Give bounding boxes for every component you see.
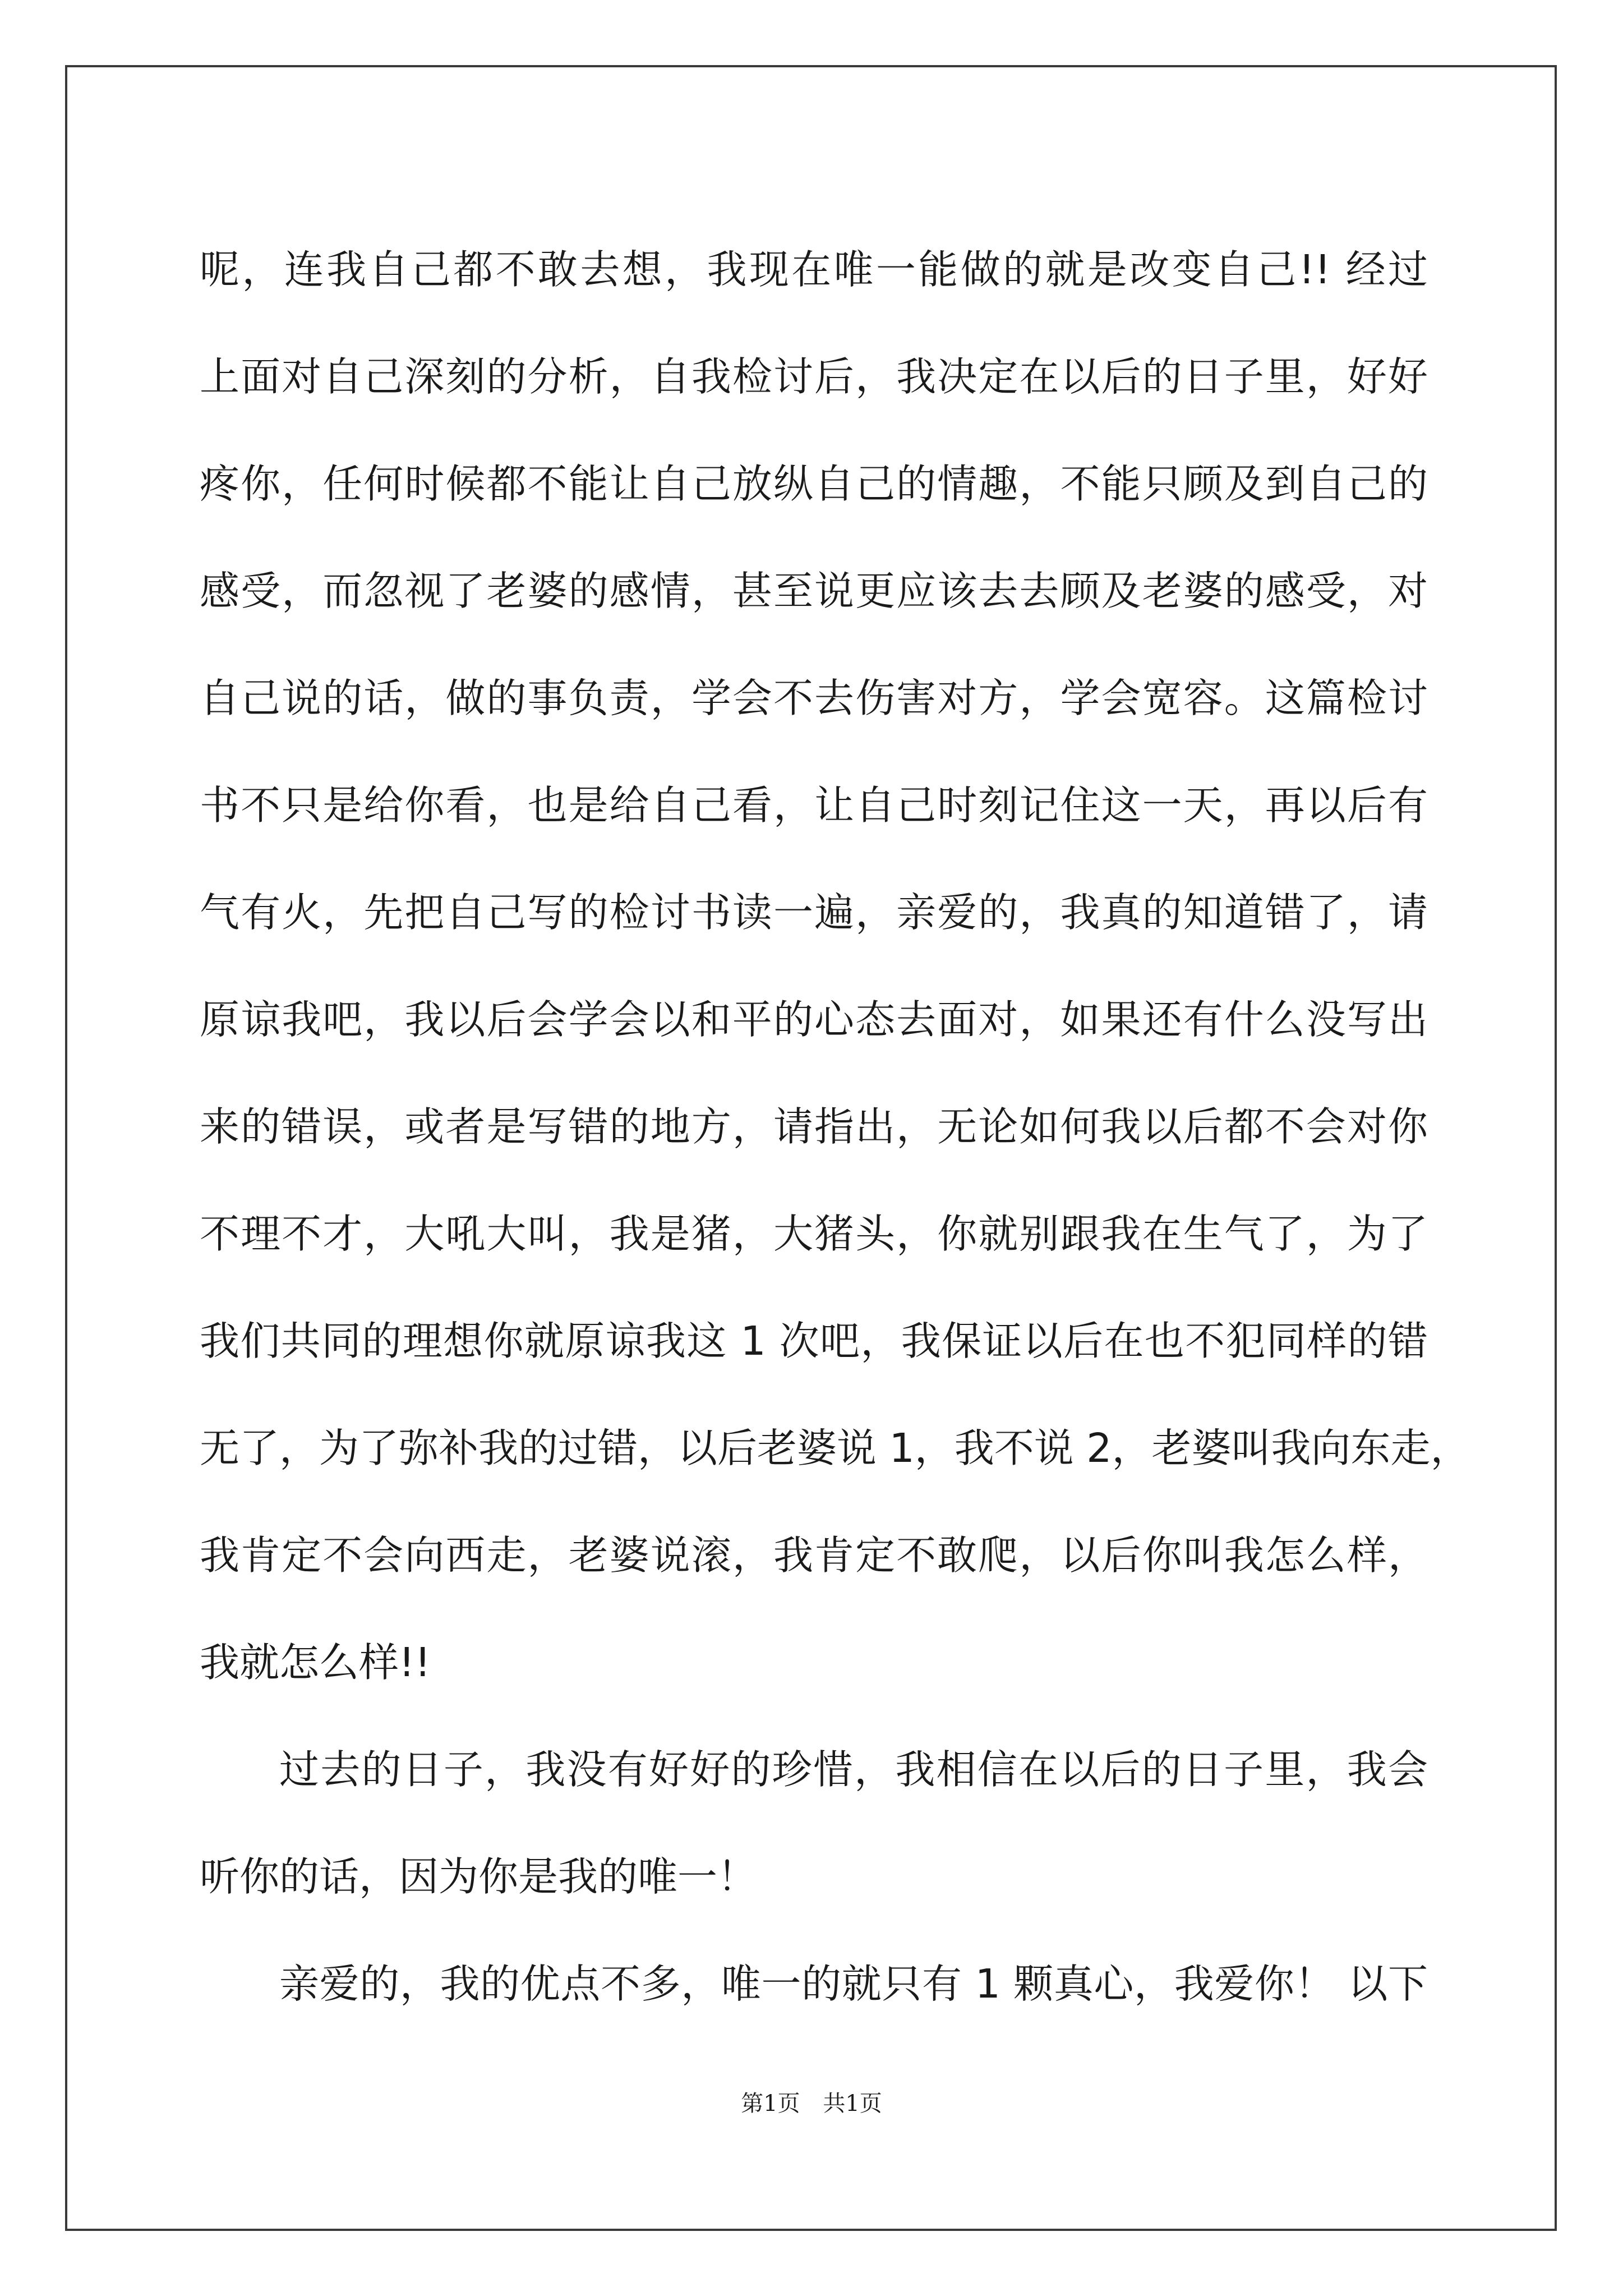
text-line: 疼你，任何时候都不能让自己放纵自己的情趣，不能只顾及到自己的 — [200, 461, 1428, 507]
document-body — [200, 216, 1470, 2037]
text-line: 听你的话，因为你是我的唯一！ — [200, 1853, 758, 1900]
text-line: 气有火，先把自己写的检讨书读一遍，亲爱的，我真的知道错了，请 — [200, 889, 1428, 936]
text-line: 原谅我吧，我以后会学会以和平的心态去面对，如果还有什么没写出 — [200, 996, 1428, 1043]
text-line: 无了，为了弥补我的过错，以后老婆说 1，我不说 2，老婆叫我向东走， — [200, 1425, 1470, 1471]
text-line: 亲爱的，我的优点不多，唯一的就只有 1 颗真心，我爱你！ 以下 — [279, 1961, 1428, 2007]
text-line: 来的错误，或者是写错的地方，请指出，无论如何我以后都不会对你 — [200, 1103, 1428, 1150]
text-line: 过去的日子，我没有好好的珍惜，我相信在以后的日子里，我会 — [279, 1746, 1428, 1793]
page-footer — [0, 2086, 1623, 2118]
page-number: 第1页 — [741, 2091, 800, 2116]
paragraph-1 — [200, 216, 1470, 1716]
text-line: 不理不才，大吼大叫，我是猪，大猪头，你就别跟我在生气了，为了 — [200, 1211, 1428, 1257]
paragraph-3 — [200, 1930, 1428, 2037]
text-line: 上面对自己深刻的分析，自我检讨后，我决定在以后的日子里，好好 — [200, 353, 1428, 400]
paragraph-2 — [200, 1716, 1428, 1930]
text-line: 我就怎么样!! — [200, 1639, 431, 1686]
text-line: 自己说的话，做的事负责，学会不去伤害对方，学会宽容。这篇检讨 — [200, 675, 1428, 721]
text-line: 感受，而忽视了老婆的感情，甚至说更应该去去顾及老婆的感受，对 — [200, 568, 1428, 614]
text-line: 我们共同的理想你就原谅我这 1 次吧，我保证以后在也不犯同样的错 — [200, 1318, 1428, 1364]
text-line: 呢，连我自己都不敢去想，我现在唯一能做的就是改变自己!! 经过 — [200, 246, 1428, 293]
text-line: 书不只是给你看，也是给自己看，让自己时刻记住这一天，再以后有 — [200, 782, 1428, 829]
text-line: 我肯定不会向西走，老婆说滚，我肯定不敢爬，以后你叫我怎么样， — [200, 1532, 1428, 1579]
page-total: 共1页 — [823, 2091, 882, 2116]
